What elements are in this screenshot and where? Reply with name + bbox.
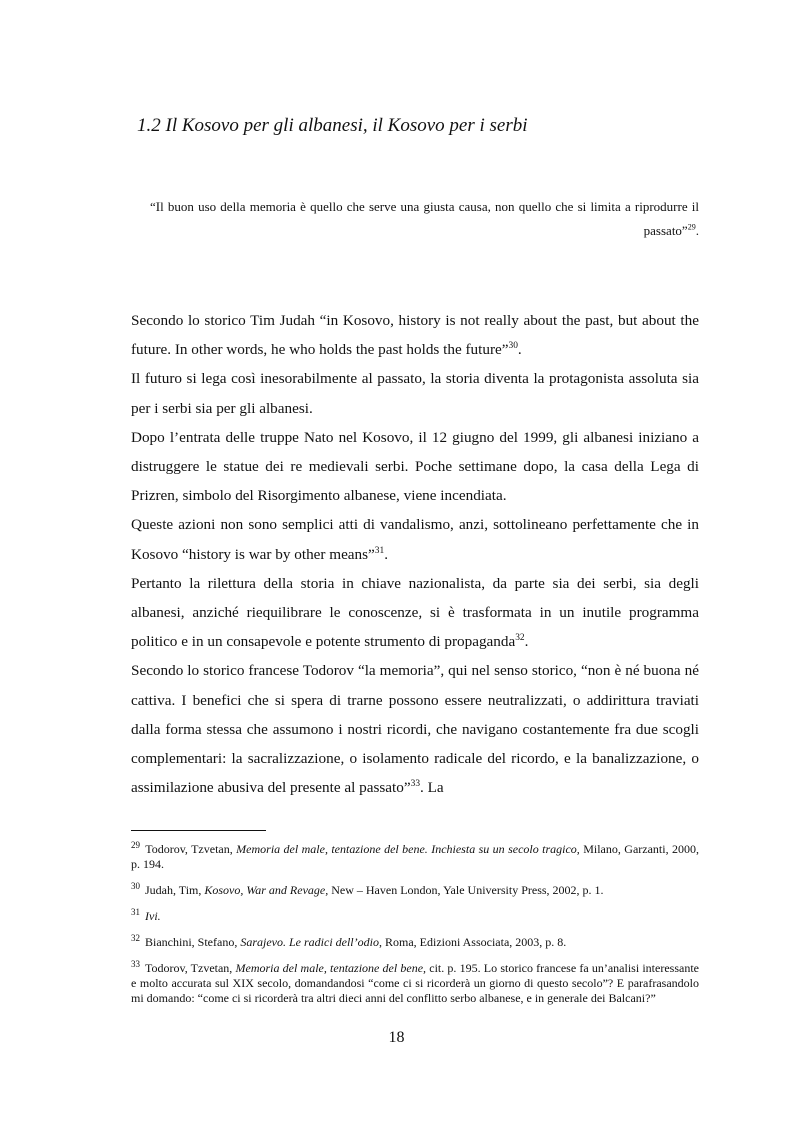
footnote-ref: 30 bbox=[508, 341, 518, 352]
paragraph bbox=[131, 656, 699, 802]
paragraph-text-end: . bbox=[524, 633, 529, 651]
footnote-title: Memoria del male, tentazione del bene. Inchiesta su un secolo tragico, bbox=[236, 842, 580, 856]
footnote-details: New – Haven London, Yale University Press, 2002, p. 1. bbox=[328, 883, 604, 897]
footnote-title: Kosovo, War and Revage, bbox=[204, 883, 329, 897]
footnote bbox=[131, 842, 699, 872]
footnote-details: Milano, Garzanti, 2000, p. 194. bbox=[131, 842, 700, 871]
paragraph-text-end: . bbox=[517, 341, 522, 359]
paragraph bbox=[131, 306, 699, 364]
body-text bbox=[131, 306, 699, 802]
footnote-details: cit. p. 195. Lo storico francese fa un’analisi interessante e molto accurata sul XIX secolo, domandandosi “come ci si ricorderà un giorno di questo secolo”? E parafrasandolo mi domando: “come ci si ricorderà tra altri dieci anni del conflitto serbo albanese, e in generale dei Balcani?” bbox=[131, 961, 699, 1005]
paragraph-text: Il futuro si lega così inesorabilmente al passato, la storia diventa la protagonista assoluta sia per i serbi sia per gli albanesi. bbox=[131, 370, 699, 417]
footnote-separator bbox=[131, 830, 266, 831]
footnote bbox=[131, 935, 699, 950]
footnote-author: Todorov, Tzvetan, bbox=[145, 842, 237, 856]
footnote-author: Bianchini, Stefano, bbox=[145, 935, 241, 949]
paragraph-text: Secondo lo storico Tim Judah “in Kosovo, history is not really about the past, but about the future. In other words, he who holds the past holds the future” bbox=[131, 312, 699, 359]
paragraph-text: Pertanto la rilettura della storia in chiave nazionalista, da parte sia dei serbi, sia degli albanesi, anziché riequilibrare le conoscenze, si è trasformata in un inutile programma politico e in un consapevole e potente strumento di propaganda bbox=[131, 574, 699, 651]
footnote-author: Judah, Tim, bbox=[145, 883, 205, 897]
paragraph-text: Queste azioni non sono semplici atti di vandalismo, anzi, sottolineano perfettamente che in Kosovo “history is war by other means” bbox=[131, 516, 699, 563]
footnote-number: 30 bbox=[131, 881, 140, 891]
footnote-title: Memoria del male, tentazione del bene, bbox=[235, 961, 427, 975]
paragraph-text: Secondo lo storico francese Todorov “la memoria”, qui nel senso storico, “non è né buona né cattiva. I benefici che si spera di trarne possono essere neutralizzati, o addirittura traviati dalla forma stessa che assumono i nostri ricordi, che navigano costantemente fra due scogli complementari: la sacralizzazione, o isolamento radicale del ricordo, e la banalizzazione, o assimilazione abusiva del presente al passato” bbox=[131, 662, 699, 797]
footnote-details: , Roma, Edizioni Associata, 2003, p. 8. bbox=[378, 935, 567, 949]
footnote-author: Todorov, Tzvetan, bbox=[144, 961, 236, 975]
paragraph bbox=[131, 569, 699, 657]
epigraph-footnote-ref: 29 bbox=[687, 222, 696, 232]
paragraph bbox=[131, 510, 699, 568]
footnote-number: 32 bbox=[131, 933, 140, 943]
footnotes bbox=[131, 842, 699, 1017]
paragraph-text: Dopo l’entrata delle truppe Nato nel Kosovo, il 12 giugno del 1999, gli albanesi iniziano a distruggere le statue dei re medievali serbi. Poche settimane dopo, la casa della Lega di Prizren, simbolo del Risorgimento albanese, viene incendiata. bbox=[131, 428, 699, 505]
footnote-title: Ivi. bbox=[145, 909, 161, 923]
paragraph bbox=[131, 364, 699, 422]
footnote-ref: 31 bbox=[374, 545, 385, 556]
footnote-number: 31 bbox=[131, 907, 140, 917]
footnote-title: Sarajevo. Le radici dell’odio bbox=[240, 935, 379, 949]
footnote-ref: 32 bbox=[515, 633, 525, 644]
epigraph-quote bbox=[150, 195, 699, 243]
epigraph-text: “Il buon uso della memoria è quello che serve una giusta causa, non quello che si limita a riprodurre il passato” bbox=[150, 199, 699, 238]
paragraph-text-end: . La bbox=[420, 779, 444, 797]
footnote-ref: 33 bbox=[410, 779, 421, 790]
footnote bbox=[131, 883, 699, 898]
paragraph-text-end: . bbox=[384, 545, 388, 563]
footnote-number: 33 bbox=[131, 959, 140, 969]
section-heading: 1.2 Il Kosovo per gli albanesi, il Kosovo per i serbi bbox=[137, 115, 528, 136]
epigraph-end: . bbox=[695, 223, 699, 238]
paragraph bbox=[131, 423, 699, 511]
footnote-number: 29 bbox=[131, 840, 140, 850]
footnote bbox=[131, 961, 699, 1006]
page-number: 18 bbox=[388, 1029, 405, 1046]
footnote bbox=[131, 909, 699, 924]
